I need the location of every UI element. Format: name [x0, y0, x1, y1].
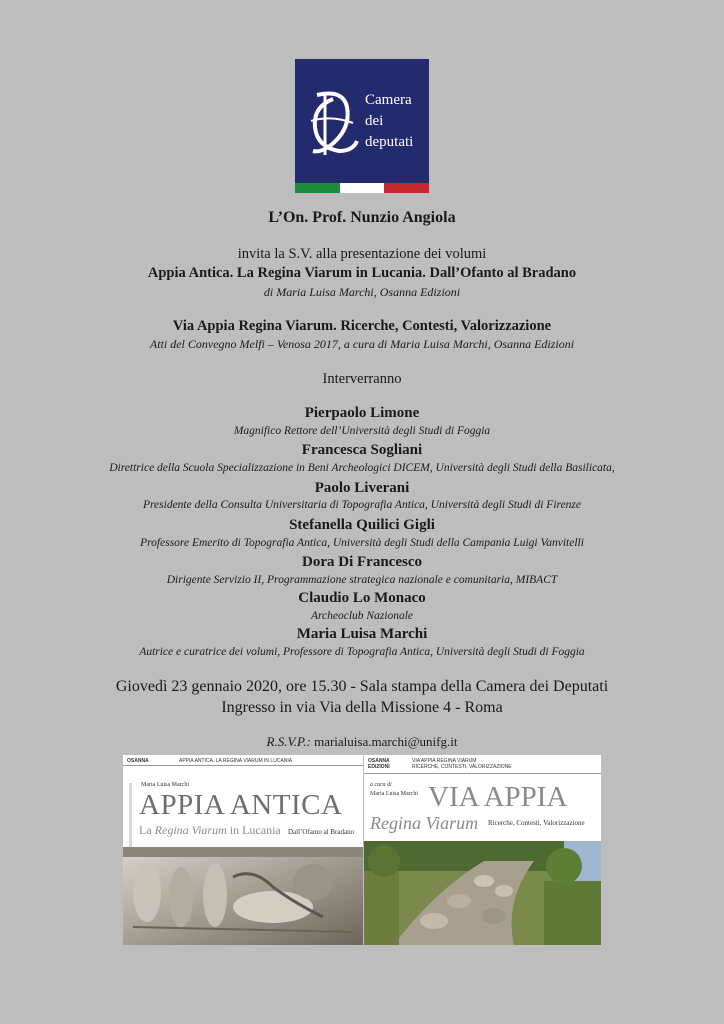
event-datetime-venue: Giovedì 23 gennaio 2020, ore 15.30 - Sala stampa della Camera dei Deputati — [115, 678, 609, 695]
cover1-subtitle-d: Dall’Ofanto al Bradano — [288, 828, 355, 836]
speaker-role: Magnifico Rettore dell’Università degli Studi di Foggia — [233, 425, 491, 437]
book-cover-via-appia — [364, 755, 601, 945]
cover2-curator-b: Maria Luisa Marchi — [370, 791, 418, 797]
cover1-subtitle — [139, 823, 281, 838]
cover2-publisher: OSANNA EDIZIONI — [368, 758, 390, 770]
cover1-subtitle-c: in Lucania — [229, 823, 281, 837]
speaker-name: Stefanella Quilici Gigli — [289, 517, 435, 533]
cover1-subtitle-b: Regina Viarum — [154, 823, 227, 837]
cover1-series: APPIA ANTICA. LA REGINA VIARUM IN LUCANIA — [179, 758, 293, 764]
event-entrance: Ingresso in via Via della Missione 4 - Roma — [221, 699, 503, 716]
speaker-name: Dora Di Francesco — [302, 554, 422, 570]
speaker-role: Autrice e curatrice dei volumi, Professore di Topografia Antica, Università degli Studi di Foggia — [139, 646, 585, 658]
book-cover-appia-antica — [123, 755, 363, 945]
camera-monogram-icon — [303, 85, 361, 161]
speaker-name: Claudio Lo Monaco — [298, 590, 426, 606]
host-name: L’On. Prof. Nunzio Angiola — [268, 209, 456, 226]
cover2-subtitle-b: Ricerche, Contesti, Valorizzazione — [488, 819, 585, 827]
speaker-name: Francesca Sogliani — [301, 442, 423, 458]
book2-title: Via Appia Regina Viarum. Ricerche, Contesti, Valorizzazione — [172, 318, 552, 334]
book1-title: Appia Antica. La Regina Viarum in Lucania. Dall’Ofanto al Bradano — [147, 265, 577, 281]
camera-dei-deputati-logo — [295, 59, 429, 193]
rsvp-line — [0, 734, 724, 750]
cover2-title: VIA APPIA — [428, 781, 568, 813]
speaker-role: Direttrice della Scuola Specializzazione in Beni Archeologici DICEM, Università degli Studi della Basilicata, — [109, 462, 615, 474]
cover1-publisher: OSANNA — [127, 758, 149, 764]
sarcophagus-relief-image — [123, 847, 363, 945]
speaker-role: Archeoclub Nazionale — [310, 610, 414, 622]
cover1-title: APPIA ANTICA — [139, 789, 343, 821]
cover2-subtitle: Regina Viarum — [370, 813, 479, 833]
cover2-series-b: RICERCHE, CONTESTI, VALORIZZAZIONE — [412, 764, 512, 770]
invite-text: invita la S.V. alla presentazione dei volumi — [237, 246, 487, 262]
cover1-subtitle-a: La — [139, 823, 152, 837]
speaker-role: Professore Emerito di Topografia Antica, Università degli Studi della Campania Luigi Vanvitelli — [140, 537, 584, 549]
speaker-name: Paolo Liverani — [314, 480, 410, 496]
rsvp-label: R.S.V.P.: — [266, 734, 311, 749]
logo-line-2: dei — [365, 113, 384, 129]
cover2-curator-a: a cura di — [370, 782, 392, 788]
book-covers — [123, 755, 601, 945]
logo-line-3: deputati — [365, 134, 414, 150]
rsvp-email[interactable]: marialuisa.marchi@unifg.it — [314, 734, 458, 749]
cover1-author: Maria Luisa Marchi — [141, 782, 189, 788]
book1-subtitle: di Maria Luisa Marchi, Osanna Edizioni — [263, 285, 461, 299]
book2-subtitle: Atti del Convegno Melfi – Venosa 2017, a cura di Maria Luisa Marchi, Osanna Edizioni — [149, 337, 575, 351]
cover2-series-a: VIA APPIA REGINA VIARUM — [412, 758, 477, 764]
speaker-role: Presidente della Consulta Universitaria di Topografia Antica, Università degli Studi di Firenze — [142, 499, 582, 511]
logo-line-1: Camera — [365, 92, 412, 108]
speaker-name: Pierpaolo Limone — [304, 405, 420, 421]
speaker-name: Maria Luisa Marchi — [296, 626, 428, 642]
ancient-road-photo — [364, 841, 601, 945]
speakers-heading: Interverranno — [322, 371, 402, 387]
speaker-role: Dirigente Servizio II, Programmazione strategica nazionale e comunitaria, MIBACT — [166, 574, 558, 586]
italian-flag-stripe — [295, 183, 429, 193]
